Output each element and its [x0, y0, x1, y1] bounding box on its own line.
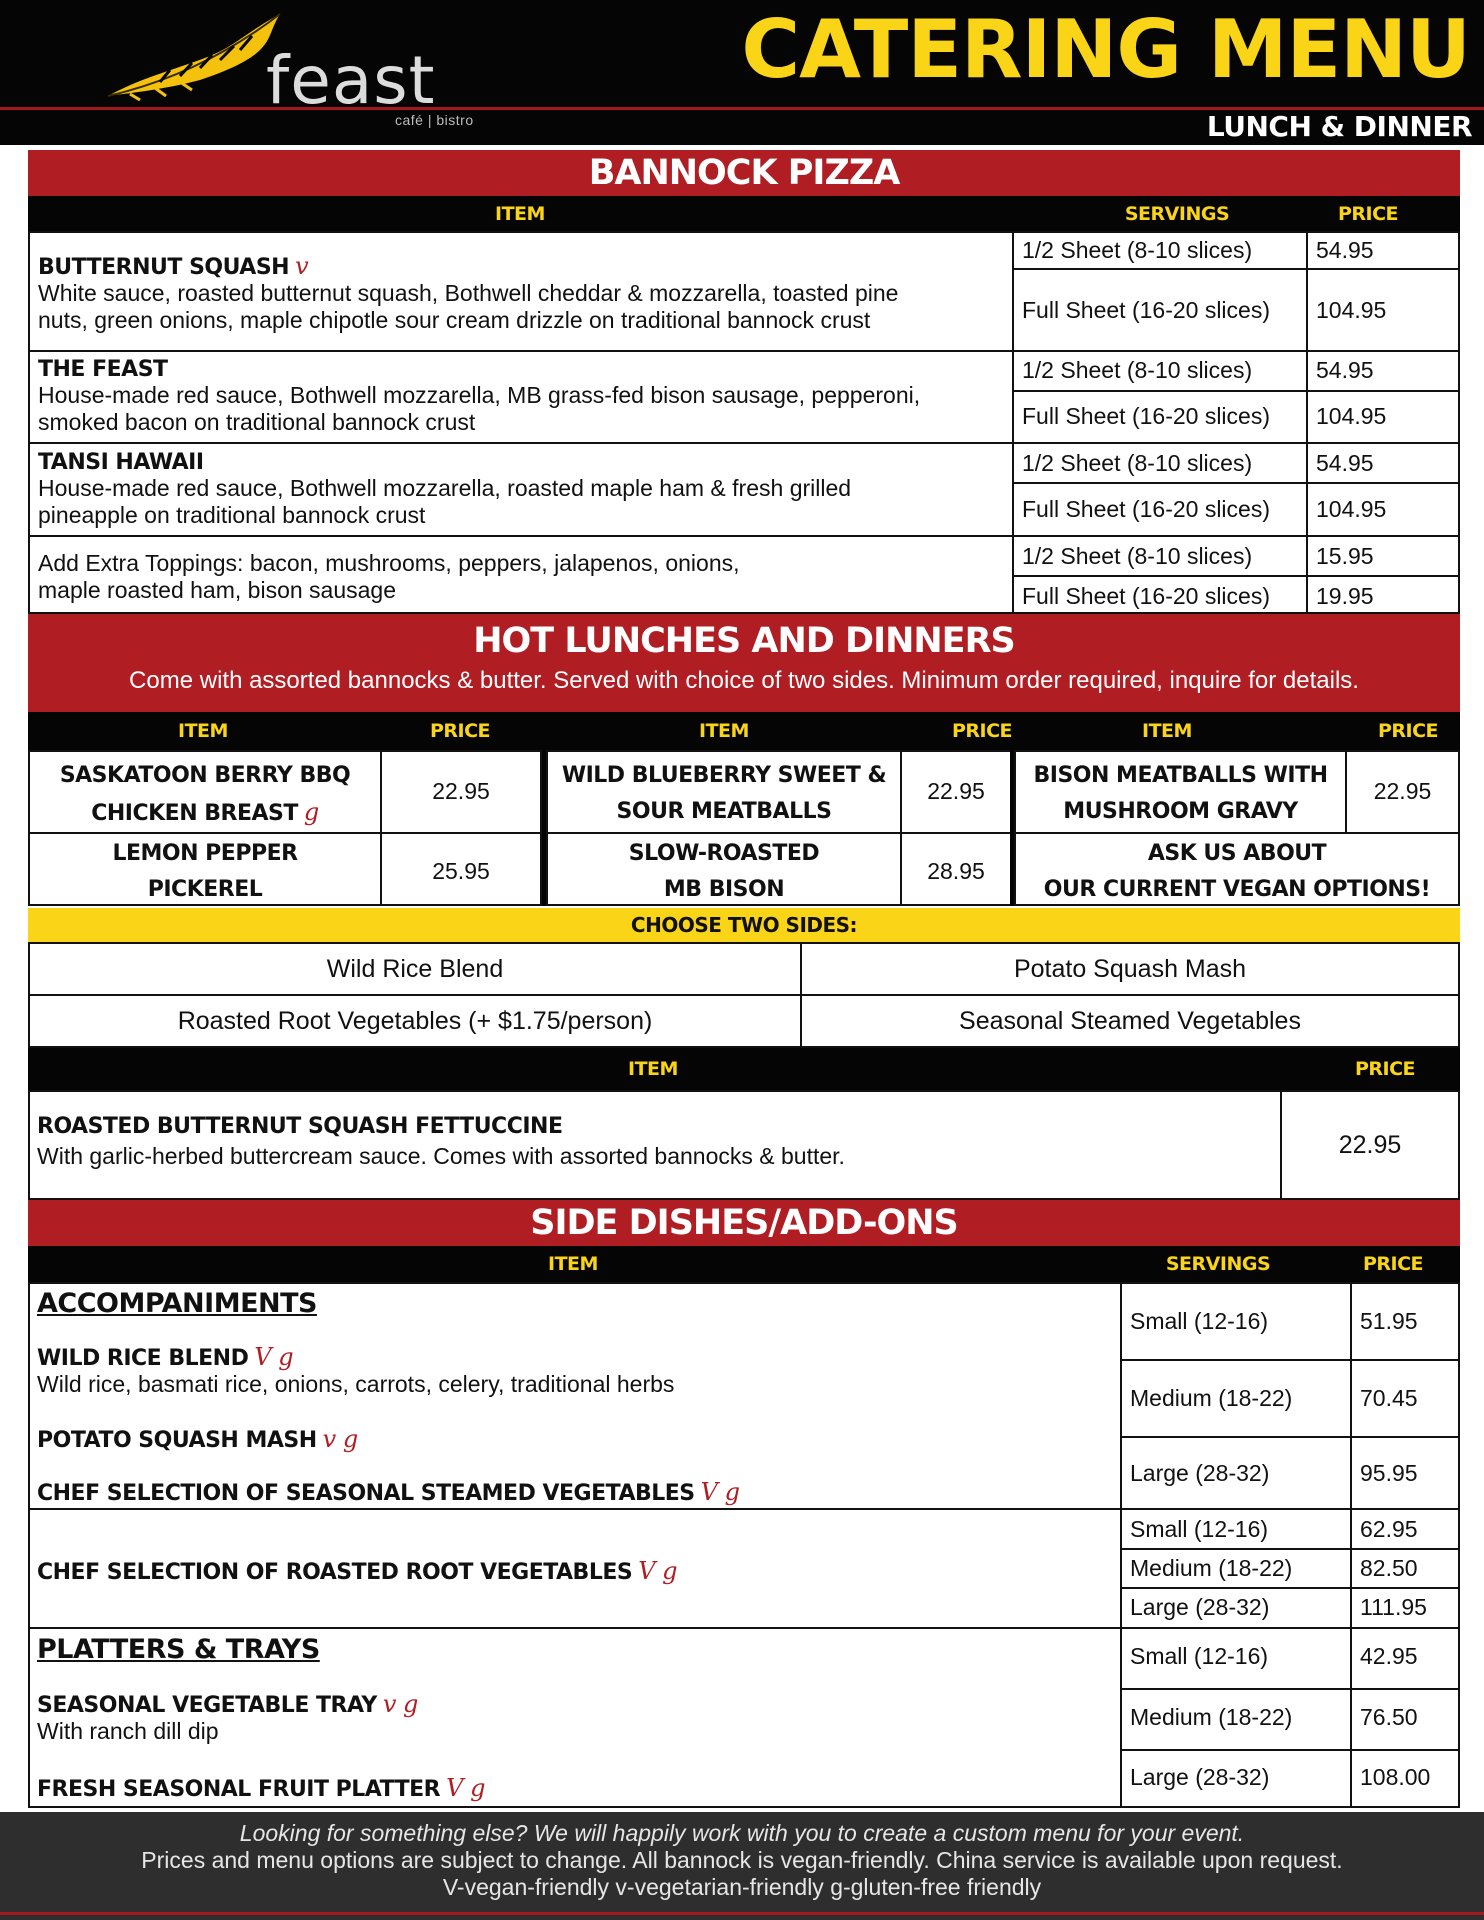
serving-price: 51.95 — [1360, 1308, 1418, 1334]
divider — [28, 535, 1014, 537]
diet-mark: V g — [700, 1478, 740, 1506]
side-name: CHEF SELECTION OF SEASONAL STEAMED VEGETABLES — [37, 1481, 695, 1506]
serving-price: 62.95 — [1360, 1516, 1418, 1542]
platter-name: FRESH SEASONAL FRUIT PLATTER — [37, 1777, 441, 1802]
divider — [1012, 575, 1460, 577]
hot-col-price: PRICE — [951, 720, 1013, 742]
diet-mark: V g — [638, 1557, 678, 1585]
hot-col-item: ITEM — [178, 720, 228, 742]
divider — [1012, 442, 1460, 444]
divider — [28, 832, 1460, 834]
serving-label: 1/2 Sheet (8-10 slices) — [1022, 543, 1253, 569]
divider — [1012, 482, 1460, 484]
divider — [1010, 750, 1014, 906]
choose-sides-bar: CHOOSE TWO SIDES: — [28, 908, 1460, 942]
divider — [28, 350, 1014, 352]
serving-price: 104.95 — [1316, 496, 1387, 522]
serving-size: Large (28-32) — [1130, 1460, 1270, 1486]
pizza-item — [38, 357, 1008, 436]
hot-col-item: ITEM — [699, 720, 749, 742]
divider — [1120, 1548, 1460, 1550]
entree-price: 22.95 — [927, 778, 985, 804]
pizza-col-price: PRICE — [1337, 203, 1399, 225]
entree-item: LEMON PEPPER PICKEREL — [112, 841, 298, 902]
serving-price: 42.95 — [1360, 1643, 1418, 1669]
divider — [1120, 1688, 1460, 1690]
vegan-options-note: ASK US ABOUT OUR CURRENT VEGAN OPTIONS! — [1043, 841, 1431, 902]
pizza-name: TANSI HAWAII — [38, 450, 204, 475]
pizza-name: BUTTERNUT SQUASH — [38, 255, 290, 280]
fettuccine-desc: With garlic-herbed buttercream sauce. Comes with assorted bannocks & butter. — [37, 1143, 845, 1169]
side-desc: Wild rice, basmati rice, onions, carrots, celery, traditional herbs — [37, 1371, 675, 1397]
pizza-desc: smoked bacon on traditional bannock crust — [38, 409, 476, 435]
serving-label: 1/2 Sheet (8-10 slices) — [1022, 357, 1253, 383]
serving-label: 1/2 Sheet (8-10 slices) — [1022, 450, 1253, 476]
divider — [542, 750, 546, 906]
divider — [28, 994, 1460, 996]
platter-item — [37, 1690, 1107, 1745]
fettuccine-column-header — [28, 1048, 1460, 1090]
hot-col-price: PRICE — [429, 720, 491, 742]
serving-price: 70.45 — [1360, 1385, 1418, 1411]
hot-column-header — [28, 712, 1460, 750]
sides-col-price: PRICE — [1362, 1253, 1424, 1275]
serving-size: Small (12-16) — [1130, 1516, 1269, 1542]
serving-size: Medium (18-22) — [1130, 1385, 1293, 1411]
pizza-col-servings: SERVINGS — [1124, 203, 1230, 225]
footer-divider — [0, 1912, 1484, 1915]
serving-size: Medium (18-22) — [1130, 1704, 1293, 1730]
pizza-column-header — [28, 196, 1460, 232]
serving-size: Small (12-16) — [1130, 1643, 1269, 1669]
divider — [28, 1627, 1460, 1629]
platters-heading: PLATTERS & TRAYS — [37, 1634, 320, 1665]
entree-price: 22.95 — [432, 778, 490, 804]
serving-price: 19.95 — [1316, 583, 1374, 609]
entree-price: 28.95 — [927, 858, 985, 884]
vegetarian-mark: v — [295, 252, 309, 280]
serving-size: Large (28-32) — [1130, 1764, 1270, 1790]
pizza-desc: House-made red sauce, Bothwell mozzarella, MB grass-fed bison sausage, pepperoni, — [38, 382, 921, 408]
entree-price: 25.95 — [432, 858, 490, 884]
fettuccine-name: ROASTED BUTTERNUT SQUASH FETTUCCINE — [37, 1114, 563, 1139]
serving-price: 54.95 — [1316, 237, 1374, 263]
platter-item — [37, 1774, 485, 1802]
divider — [28, 1508, 1460, 1510]
side-item — [37, 1343, 1107, 1398]
serving-price: 95.95 — [1360, 1460, 1418, 1486]
toppings-desc: maple roasted ham, bison sausage — [38, 577, 396, 603]
serving-label: 1/2 Sheet (8-10 slices) — [1022, 237, 1253, 263]
serving-price: 15.95 — [1316, 543, 1374, 569]
divider — [1012, 535, 1460, 537]
accompaniments-heading: ACCOMPANIMENTS — [37, 1288, 317, 1319]
hot-col-item: ITEM — [1142, 720, 1192, 742]
side-name: WILD RICE BLEND — [37, 1346, 249, 1371]
page-header — [0, 0, 1484, 145]
pizza-item — [38, 252, 1008, 334]
page-footer — [0, 1812, 1484, 1920]
brand-subtitle: café | bistro — [395, 112, 474, 128]
side-name: CHEF SELECTION OF ROASTED ROOT VEGETABLES — [37, 1560, 633, 1585]
side-name: POTATO SQUASH MASH — [37, 1428, 317, 1453]
hot-section-title: HOT LUNCHES AND DINNERS — [473, 621, 1015, 661]
diet-mark: V g — [446, 1774, 485, 1802]
serving-price: 104.95 — [1316, 297, 1387, 323]
fettuccine-price: 22.95 — [1338, 1131, 1402, 1159]
divider — [28, 442, 1014, 444]
platter-desc: With ranch dill dip — [37, 1718, 219, 1744]
serving-size: Small (12-16) — [1130, 1308, 1269, 1334]
serving-size: Medium (18-22) — [1130, 1555, 1293, 1581]
pizza-desc: pineapple on traditional bannock crust — [38, 502, 426, 528]
diet-mark: v g — [382, 1690, 418, 1718]
serving-price: 108.00 — [1360, 1764, 1431, 1790]
pizza-desc: nuts, green onions, maple chipotle sour cream drizzle on traditional bannock crust — [38, 307, 871, 333]
divider — [1012, 268, 1460, 270]
divider — [1120, 1436, 1460, 1438]
pizza-desc: White sauce, roasted butternut squash, Bothwell cheddar & mozzarella, toasted pine — [38, 280, 899, 306]
serving-price: 82.50 — [1360, 1555, 1418, 1581]
sides-col-servings: SERVINGS — [1165, 1253, 1271, 1275]
footer-legend: V-vegan-friendly v-vegetarian-friendly g-gluten-free friendly — [442, 1874, 1042, 1900]
sides-col-item: ITEM — [548, 1253, 598, 1275]
entree-item: SASKATOON BERRY BBQ CHICKEN BREAST g — [59, 763, 351, 826]
sides-column-header — [28, 1246, 1460, 1282]
side-option: Potato Squash Mash — [1013, 955, 1247, 983]
serving-label: Full Sheet (16-20 slices) — [1022, 496, 1270, 522]
entree-item: BISON MEATBALLS WITH MUSHROOM GRAVY — [1033, 763, 1328, 824]
pizza-item — [38, 450, 1008, 529]
page-title: CATERING MENU — [741, 3, 1470, 96]
side-item — [37, 1557, 677, 1585]
serving-label: Full Sheet (16-20 slices) — [1022, 403, 1270, 429]
toppings-desc: Add Extra Toppings: bacon, mushrooms, peppers, jalapenos, onions, — [38, 550, 740, 576]
serving-size: Large (28-32) — [1130, 1594, 1270, 1620]
fettuccine-col-item: ITEM — [628, 1058, 678, 1080]
gluten-free-mark: g — [303, 798, 319, 826]
entree-item: WILD BLUEBERRY SWEET & SOUR MEATBALLS — [561, 763, 887, 824]
extra-toppings — [38, 550, 1008, 604]
diet-mark: v g — [322, 1425, 358, 1453]
serving-price: 111.95 — [1360, 1594, 1427, 1620]
pizza-section-title: BANNOCK PIZZA — [28, 150, 1460, 196]
hot-col-price: PRICE — [1377, 720, 1439, 742]
fettuccine-col-price: PRICE — [1354, 1058, 1416, 1080]
serving-price: 54.95 — [1316, 357, 1374, 383]
side-option: Roasted Root Vegetables (+ $1.75/person) — [177, 1007, 653, 1035]
side-item — [37, 1425, 358, 1453]
pizza-desc: House-made red sauce, Bothwell mozzarella, roasted maple ham & fresh grilled — [38, 475, 852, 501]
pizza-name: THE FEAST — [38, 357, 168, 382]
serving-label: Full Sheet (16-20 slices) — [1022, 583, 1270, 609]
footer-custom-menu: Looking for something else? We will happily work with you to create a custom menu for your event. — [239, 1820, 1245, 1846]
diet-mark: V g — [254, 1343, 294, 1371]
divider — [1306, 231, 1308, 614]
sides-section-title: SIDE DISHES/ADD-ONS — [28, 1200, 1460, 1246]
entree-price: 22.95 — [1373, 778, 1432, 804]
divider — [1012, 231, 1014, 614]
divider — [1120, 1359, 1460, 1361]
feast-logo — [100, 8, 520, 133]
side-option: Wild Rice Blend — [326, 955, 504, 983]
pizza-col-item: ITEM — [495, 203, 545, 225]
serving-price: 76.50 — [1360, 1704, 1418, 1730]
fettuccine-item — [37, 1114, 1267, 1170]
hot-section-subtitle: Come with assorted bannocks & butter. Served with choice of two sides. Minimum order required, inquire for details. — [129, 667, 1359, 694]
serving-price: 104.95 — [1316, 403, 1387, 429]
side-item — [37, 1478, 739, 1506]
platter-name: SEASONAL VEGETABLE TRAY — [37, 1693, 377, 1718]
hot-section-banner — [28, 614, 1460, 712]
divider — [1120, 1587, 1460, 1589]
page-subtitle: LUNCH & DINNER — [1206, 110, 1472, 143]
divider — [1012, 350, 1460, 352]
divider — [1012, 390, 1460, 392]
serving-price: 54.95 — [1316, 450, 1374, 476]
brand-name: feast — [266, 42, 436, 119]
side-option: Seasonal Steamed Vegetables — [959, 1007, 1301, 1035]
footer-notice: Prices and menu options are subject to change. All bannock is vegan-friendly. China service is available upon request. — [141, 1847, 1343, 1873]
entree-item: SLOW-ROASTED MB BISON — [628, 841, 820, 902]
serving-label: Full Sheet (16-20 slices) — [1022, 297, 1270, 323]
divider — [1120, 1749, 1460, 1751]
